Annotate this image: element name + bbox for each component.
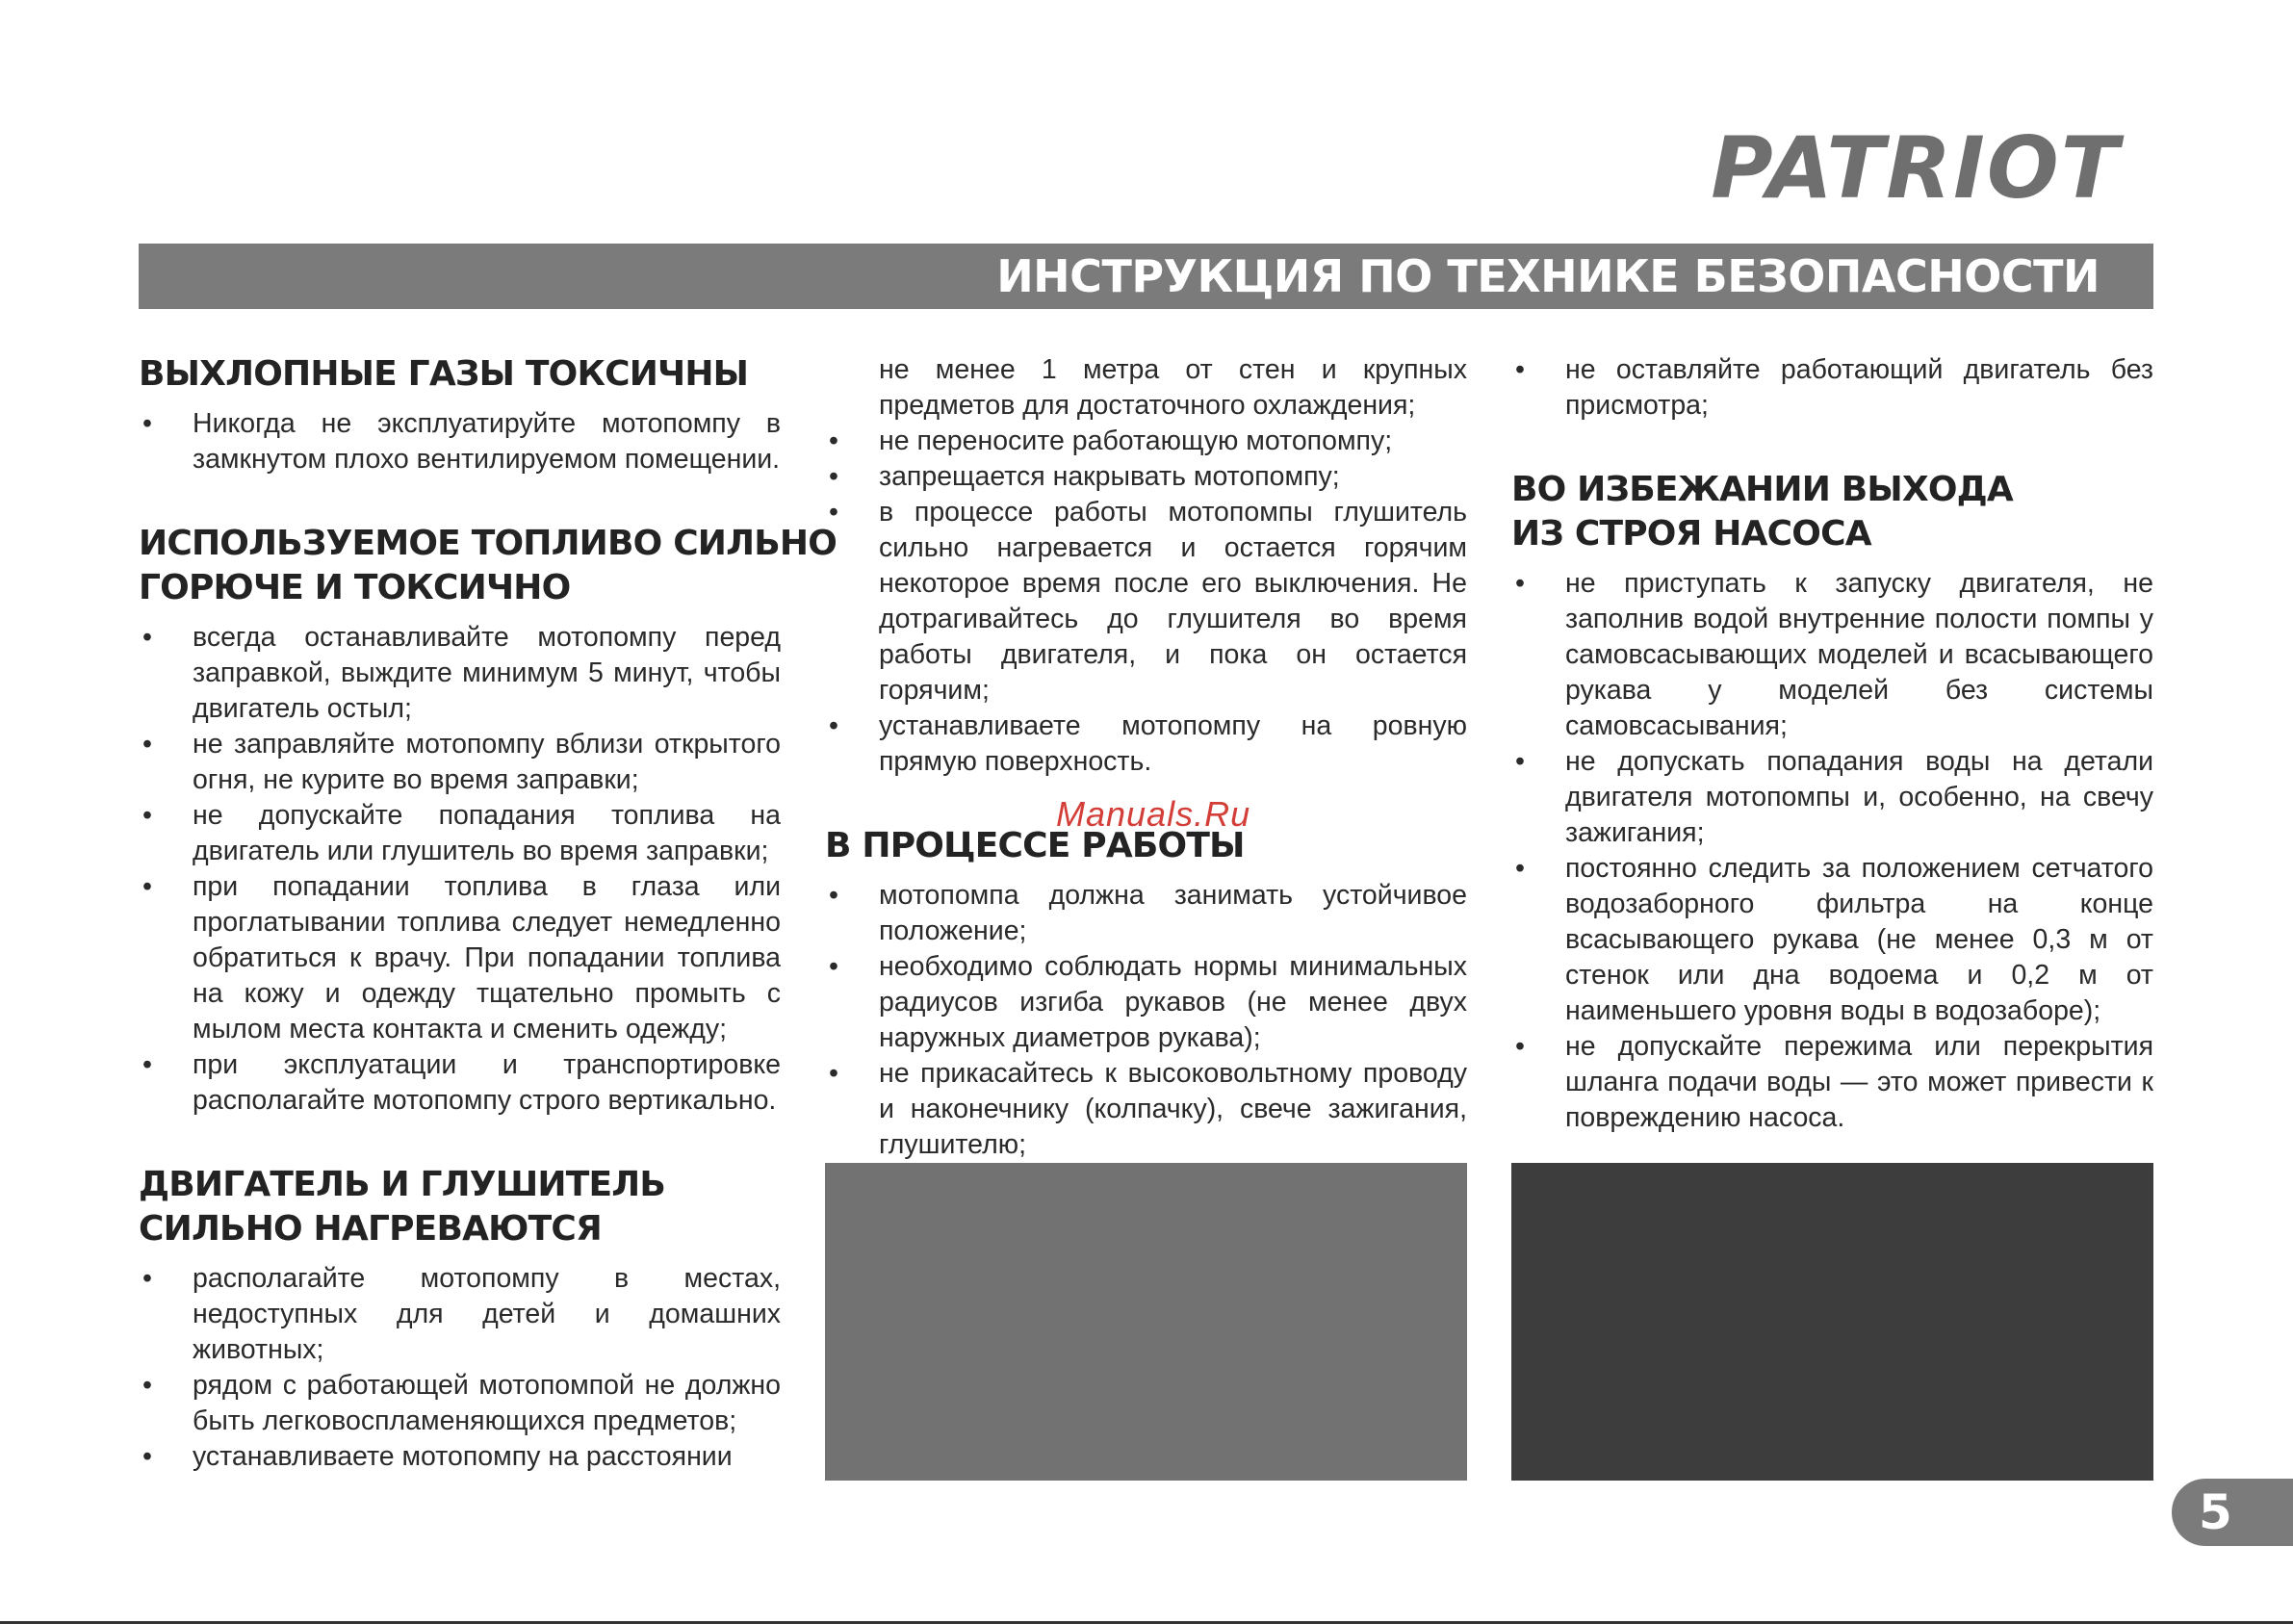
list-item-text: не прикасайтесь к высоковольтному проводу и наконечнику (колпачку), свече зажигания, глушителю; [879,1058,1467,1160]
list-item [1511,744,2153,851]
list-item-text: постоянно следить за положением сетчатого водозаборного фильтра на конце всасывающего рукава (не менее 0,3 м от стенок или дна водоема и 0,2 м от наименьшего уровня воды в водозаборе); [1565,853,2153,1026]
heading-line: В ПРОЦЕССЕ РАБОТЫ [825,826,1245,865]
heading-line: СИЛЬНО НАГРЕВАЮТСЯ [139,1209,602,1249]
list-item [139,1047,781,1119]
list-item [825,949,1467,1056]
list-item [1511,352,2153,424]
list-item [825,495,1467,709]
list-operation [825,878,1467,1163]
bullet: • [142,1049,152,1080]
continued-text: не менее 1 метра от стен и крупных предметов для достаточного охлаждения; [879,354,1467,421]
list-item-text: мотопомпа должна занимать устойчивое положение; [879,880,1467,946]
heading-line: ДВИГАТЕЛЬ И ГЛУШИТЕЛЬ [139,1165,666,1204]
bullet: • [142,408,152,439]
bullet: • [829,1058,838,1089]
heading-pump-protection [1511,468,2153,556]
list-item-text: в процессе работы мотопомпы глушитель сильно нагревается и остается горячим некоторое время после его выключения. Не дотрагивайтесь до глушителя во время работы двигателя, и пока он остается горячим; [879,497,1467,706]
bullet: • [142,800,152,831]
list-item [825,459,1467,495]
list-item-text: всегда останавливайте мотопомпу перед заправкой, выждите минимум 5 минут, чтобы двигатель остыл; [193,622,781,724]
bullet: • [1515,853,1525,884]
bullet: • [829,951,838,982]
list-item-text: не переносите работающую мотопомпу; [879,425,1393,456]
list-item [825,1056,1467,1163]
list-engine [139,1261,781,1475]
list-item-text: не допускать попадания воды на детали двигателя мотопомпы и, особенно, на свечу зажигания; [1565,746,2153,848]
heading-line: ГОРЮЧЕ И ТОКСИЧНО [139,568,571,607]
bullet: • [142,871,152,902]
list-item-text: рядом с работающей мотопомпой не должно быть легковоспламеняющихся предметов; [193,1370,781,1436]
bullet: • [142,729,152,760]
list-item [825,709,1467,780]
heading-engine-hot [139,1163,781,1251]
bullet: • [829,710,838,741]
column-3 [1511,352,2153,1136]
heading-line: ВО ИЗБЕЖАНИИ ВЫХОДА [1511,470,2013,509]
heading-exhaust-toxic [139,352,781,397]
list-item [1511,1029,2153,1136]
bullet: • [142,1263,152,1294]
list-item [1511,566,2153,744]
list-item [825,878,1467,949]
list-item-text: запрещается накрывать мотопомпу; [879,461,1340,492]
bullet: • [829,425,838,456]
bullet: • [142,622,152,653]
list-exhaust [139,406,781,477]
patriot-logo-text: PATRIOT [1711,125,2121,212]
bullet: • [829,497,838,528]
list-item-text: не оставляйте работающий двигатель без присмотра; [1565,354,2153,421]
list-engine-continued [825,424,1467,780]
list-item-text: при попадании топлива в глаза или проглатывании топлива следует немедленно обратиться к врачу. При попадании топлива на кожу и одежду тщательно промыть с мылом места контакта и сменить одежду; [193,871,781,1044]
list-item [139,1439,781,1475]
list-item [139,1368,781,1439]
page-title: ИНСТРУКЦИЯ ПО ТЕХНИКЕ БЕЗОПАСНОСТИ [996,250,2100,302]
section-header-bar [139,244,2153,309]
column-2 [825,352,1467,1163]
list-item-text: устанавливаете мотопомпу на ровную прямую поверхность. [879,710,1467,777]
list-item [139,798,781,869]
list-item-text: не заправляйте мотопомпу вблизи открытого огня, не курите во время заправки; [193,729,781,795]
image-placeholder-right [1511,1163,2153,1481]
page-number-tab [2172,1479,2293,1546]
list-item-text: не допускайте попадания топлива на двигатель или глушитель во время заправки; [193,800,781,866]
list-item [1511,851,2153,1029]
bullet: • [1515,354,1525,385]
page-number: 5 [2199,1484,2232,1540]
bullet: • [142,1370,152,1401]
list-item [139,406,781,477]
list-item-text: Никогда не эксплуатируйте мотопомпу в замкнутом плохо вентилируемом помещении. [193,408,781,475]
heading-fuel-flammable [139,522,837,610]
list-item [139,869,781,1047]
list-item-text: располагайте мотопомпу в местах, недоступных для детей и домашних животных; [193,1263,781,1365]
list-operation-continued [1511,352,2153,424]
patriot-logo-graphic [1675,125,2156,212]
bullet: • [142,1441,152,1472]
list-pump [1511,566,2153,1136]
heading-line: ВЫХЛОПНЫЕ ГАЗЫ ТОКСИЧНЫ [139,354,749,394]
list-item [825,424,1467,459]
list-item-text: устанавливаете мотопомпу на расстоянии [193,1441,733,1472]
heading-line: ИЗ СТРОЯ НАСОСА [1511,514,1871,554]
bullet: • [829,880,838,911]
bullet: • [829,461,838,492]
list-item-text: не приступать к запуску двигателя, не заполнив водой внутренние полости помпы у самовсасывающих моделей и всасывающего рукава у моделей без системы самовсасывания; [1565,568,2153,741]
bullet: • [1515,746,1525,777]
column-1 [139,352,837,1475]
bullet: • [1515,1031,1525,1062]
patriot-logo [1675,125,2156,212]
image-placeholder-left [825,1163,1467,1481]
bullet: • [1515,568,1525,599]
list-item-text: не допускайте пережима или перекрытия шланга подачи воды — это может привести к повреждению насоса. [1565,1031,2153,1133]
list-item-text: при эксплуатации и транспортировке располагайте мотопомпу строго вертикально. [193,1049,781,1116]
heading-line: ИСПОЛЬЗУЕМОЕ ТОПЛИВО СИЛЬНО [139,524,837,563]
list-item-text: необходимо соблюдать нормы минимальных радиусов изгиба рукавов (не менее двух наружных диаметров рукава); [879,951,1467,1053]
list-item [139,1261,781,1368]
list-fuel [139,620,781,1119]
watermark: Manuals.Ru [1056,794,1251,834]
list-item [139,620,781,727]
list-item [139,727,781,798]
